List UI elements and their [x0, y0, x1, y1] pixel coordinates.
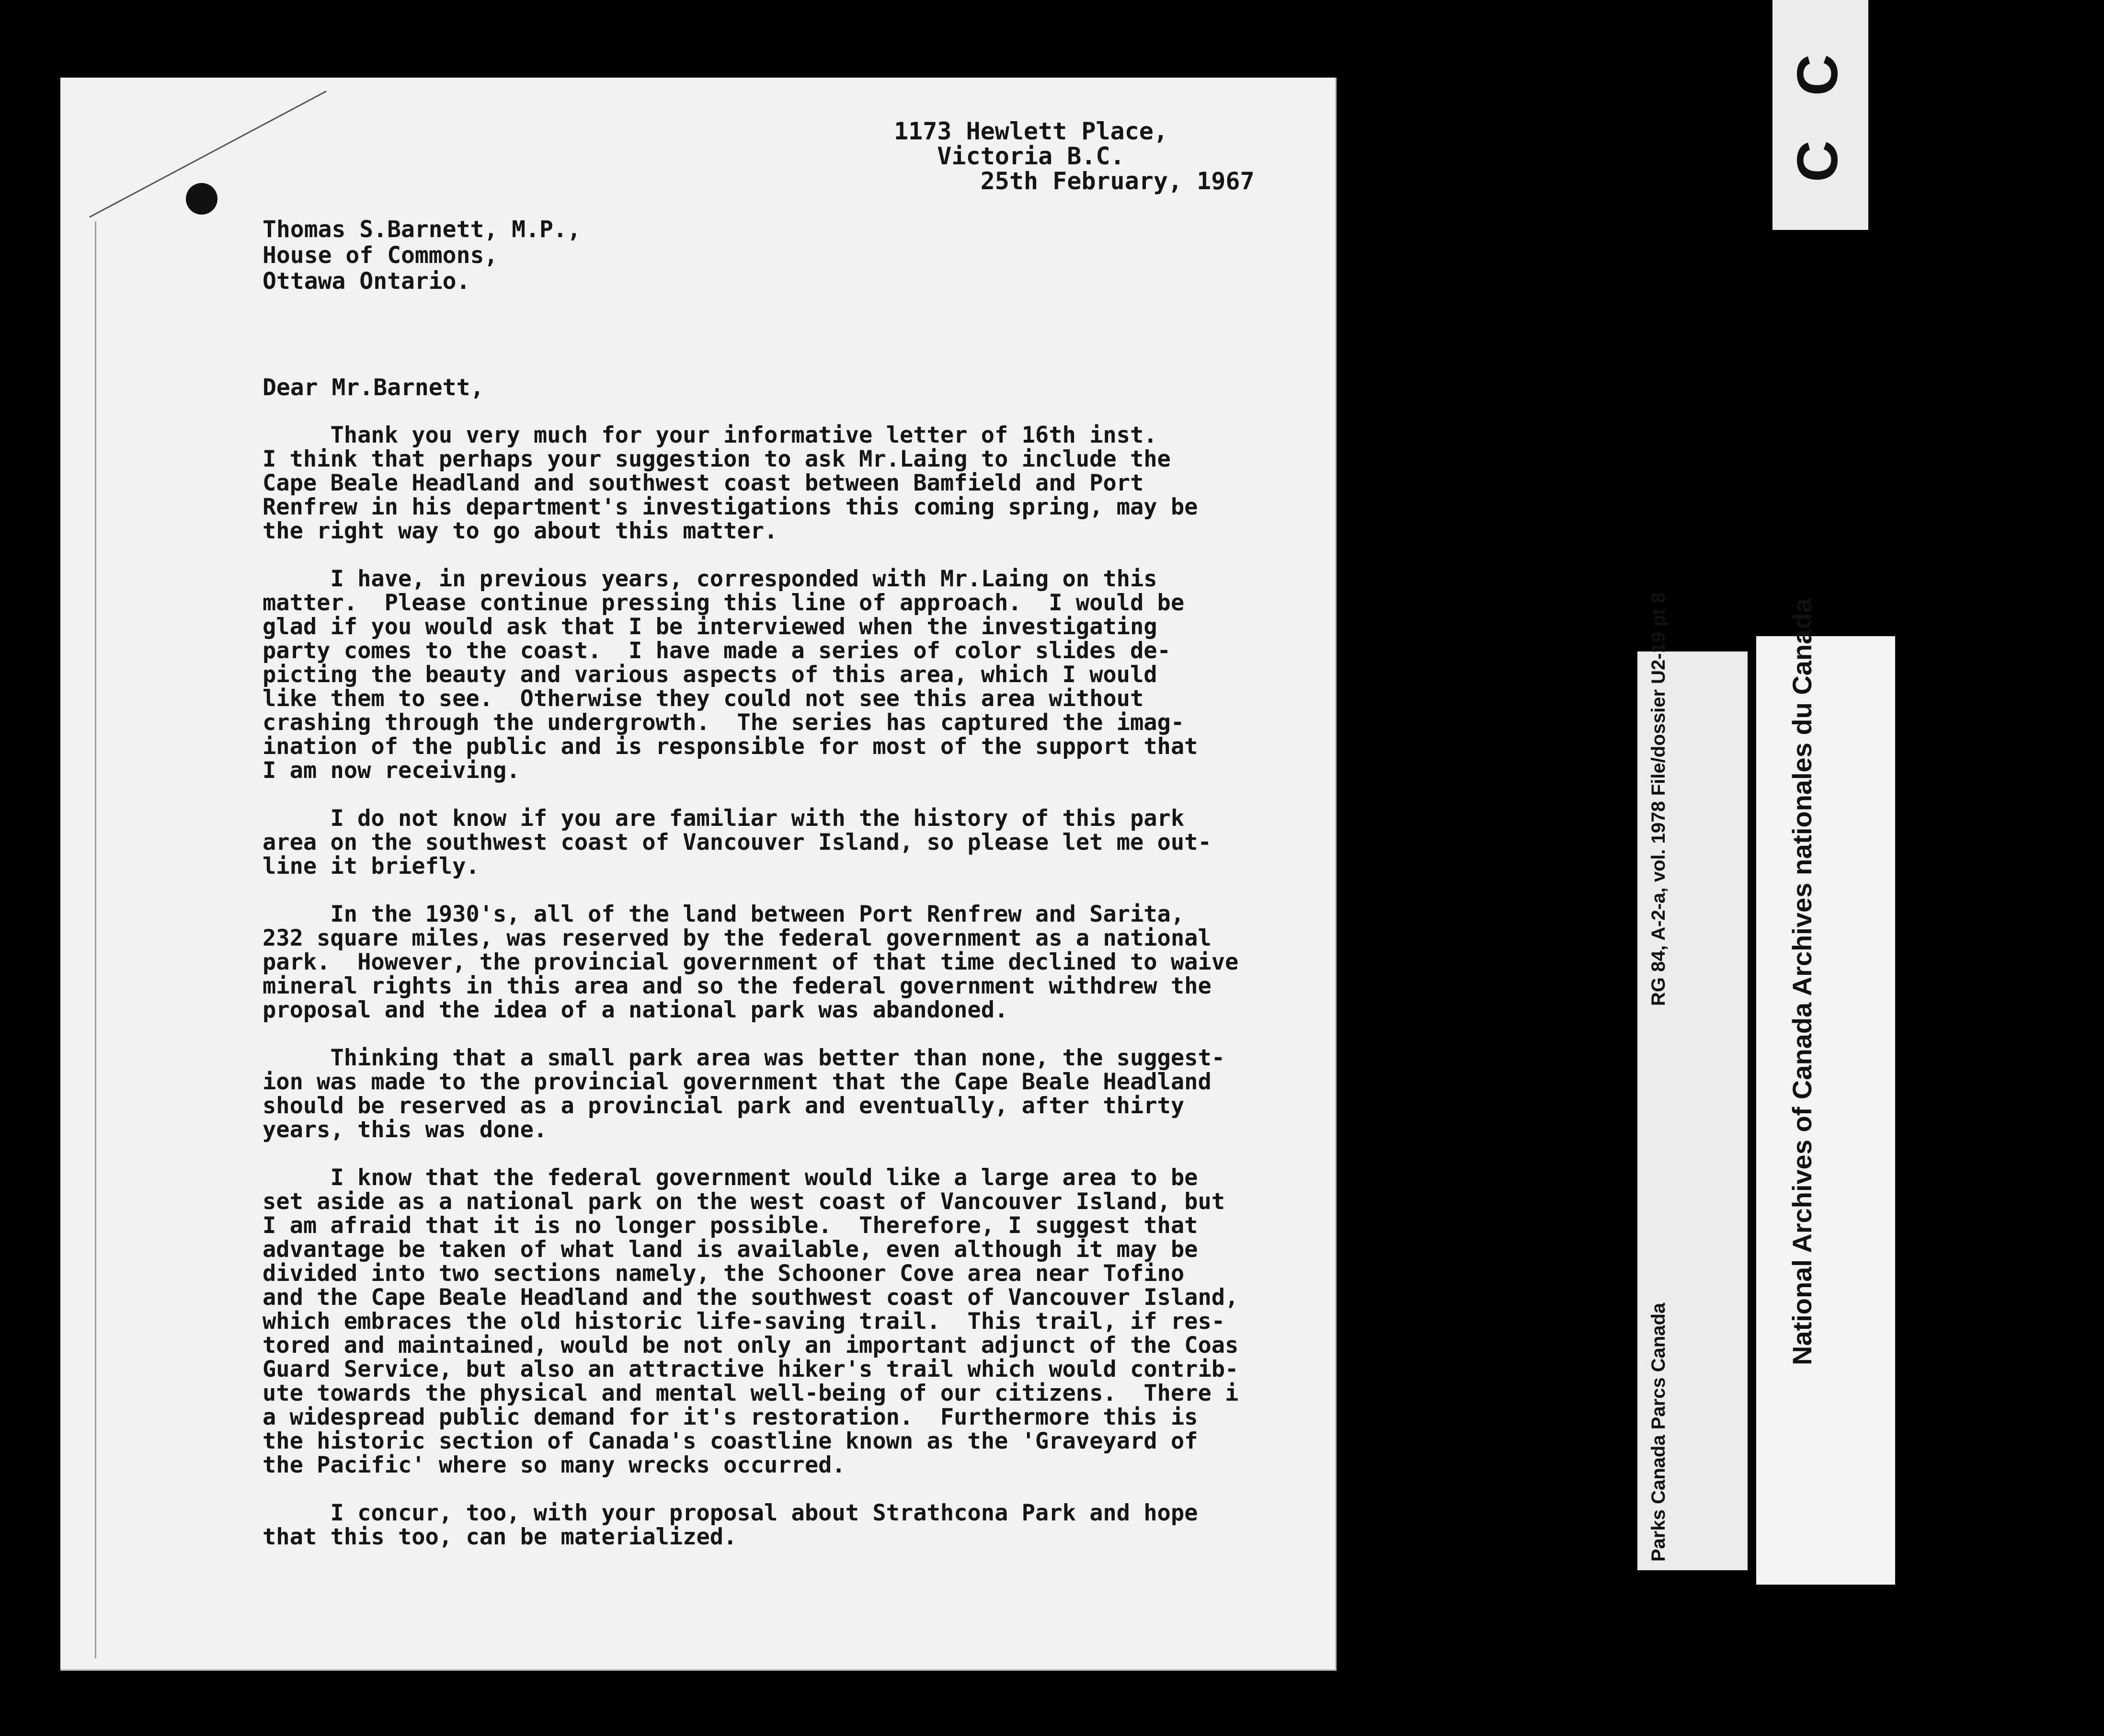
- recipient-address: Thomas S.Barnett, M.P., House of Commons, Ottawa Ontario.: [263, 216, 581, 295]
- letter-body: Thank you very much for your informative letter of 16th inst. I think that perhaps your suggestion to ask Mr.Laing to include the Cape Beale Headland and southwest coast between Bamfield and Port Renfrew in his department's investigations this coming spring, may be the right way to go about this matter. I have, in previous years, corresponded with Mr.Laing on this matter. Please continue pressing this line of approach. I would be glad if you would ask that I be interviewed when the investigating party comes to the coast. I have made a series of color slides de- picting the beauty and various aspects of this area, which I would like them to see. Otherwise they could not see this area without crashing through the undergrowth. The series has captured the imag- ination of the public and is responsible for most of the support that I am now receiving. I do not know if you are familiar with the history of this park area on the southwest coast of Vancouver Island, so please let me out- line it briefly. In the 1930's, all of the land between Port Renfrew and Sarita, 232 square miles, was reserved by the federal government as a national park. However, the provincial government of that time declined to waive mineral rights in this area and so the federal government withdrew the proposal and the idea of a national park was abandoned. Thinking that a small park area was better than none, the suggest- ion was made to the provincial government that the Cape Beale Headland should be reserved as a provincial park and eventually, after thirty years, this was done. I know that the federal government would like a large area to be set aside as a national park on the west coast of Vancouver Island, but I am afraid that it is no longer possible. Therefore, I suggest that advantage be taken of what land is available, even although it may be divided into two sections namely, the Schooner Cove area near Tofino and the Cape Beale Headland and the southwest coast of Vancouver Island, which embraces the old historic life-saving trail. This trail, if res- tored and maintained, would be not only an important adjunct of the Coas Guard Service, but also an attractive hiker's trail which would contrib- ute towards the physical and mental well-being of our citizens. There i a widespread public demand for it's restoration. Furthermore this is the historic section of Canada's coastline known as the 'Graveyard of the Pacific' where so many wrecks occurred. I concur, too, with your proposal about Strathcona Park and hope that this too, can be materialized.: [263, 422, 1239, 1550]
- institution-label: National Archives of Canada Archives nationales du Canada: [1787, 598, 1817, 1365]
- agency-label: Parks Canada Parcs Canada: [1648, 1302, 1669, 1562]
- reel-marker: C C: [1785, 40, 1850, 182]
- salutation: Dear Mr.Barnett,: [263, 374, 484, 401]
- archive-reference: RG 84, A-2-a, vol. 1978 File/dossier U2-19 pt 8: [1648, 592, 1669, 1006]
- punch-hole: [186, 183, 217, 215]
- letter-page: [60, 78, 1337, 1671]
- sender-address: 1173 Hewlett Place, Victoria B.C. 25th February, 1967: [894, 117, 1255, 195]
- institution-strip: [1756, 636, 1895, 1585]
